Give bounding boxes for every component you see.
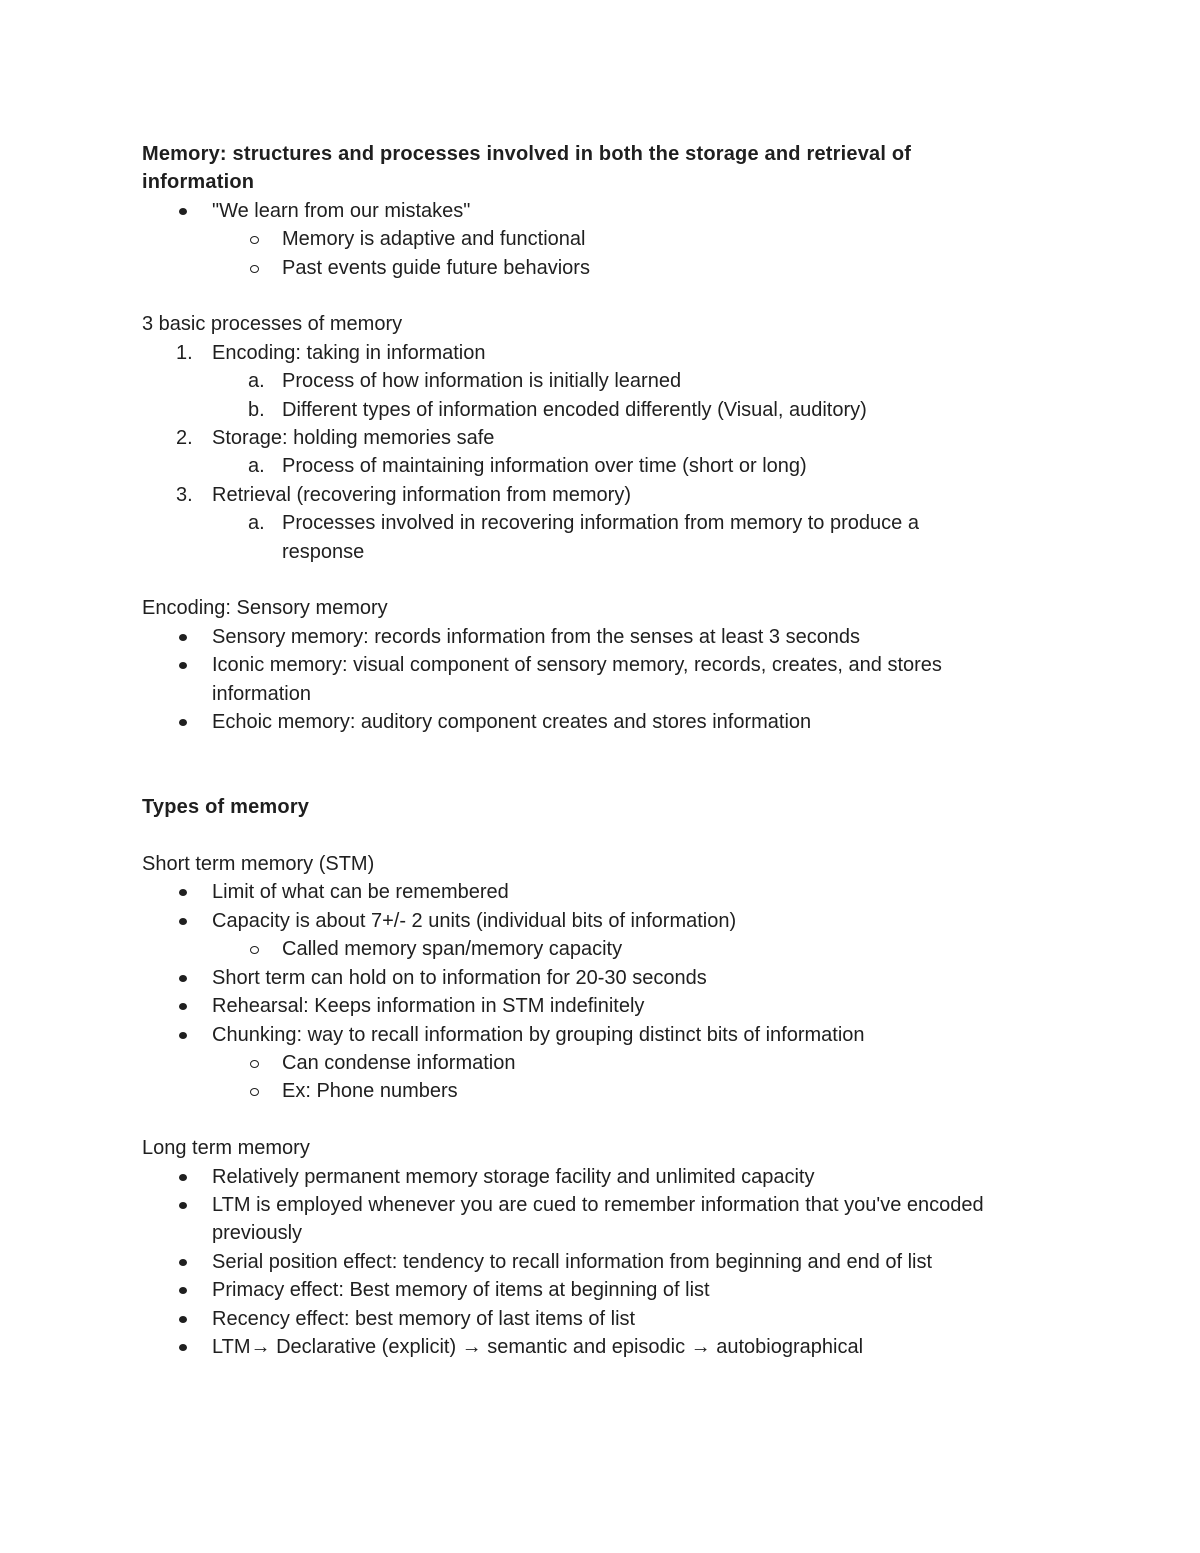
list-item-text: LTM is employed whenever you are cued to remember information that you've encoded previously [212, 1193, 984, 1245]
list-item [142, 1276, 1072, 1304]
types-heading: Types of memory [142, 796, 310, 819]
list-item [142, 225, 1072, 253]
list-item [142, 935, 1072, 963]
list-item [142, 1021, 1072, 1049]
list-item-text: Processes involved in recovering information from memory to produce a response [282, 512, 919, 563]
list-item-text: Echoic memory: auditory component creates and stores information [212, 711, 812, 734]
hollow-bullet-icon [250, 946, 259, 954]
list-item-text: Limit of what can be remembered [212, 881, 509, 904]
bullet-icon [179, 1202, 187, 1209]
hollow-bullet-icon [250, 1088, 259, 1096]
ltm-heading: Long term memory [142, 1137, 310, 1160]
bullet-icon [179, 719, 187, 726]
hollow-bullet-icon [250, 265, 259, 273]
bullet-icon [179, 918, 187, 925]
list-item-text: Different types of information encoded differently (Visual, auditory) [282, 398, 867, 421]
list-letter: b. [248, 398, 265, 421]
list-item-text: Primacy effect: Best memory of items at beginning of list [212, 1279, 710, 1302]
bullet-icon [179, 1259, 187, 1266]
list-item-text: Recency effect: best memory of last items of list [212, 1307, 636, 1330]
list-item [142, 1077, 1072, 1105]
bullet-icon [179, 1287, 187, 1294]
bullet-icon [179, 662, 187, 669]
list-letter: a. [248, 370, 265, 393]
list-item-text: Retrieval (recovering information from memory) [212, 483, 632, 506]
list-item-text: Called memory span/memory capacity [282, 938, 623, 961]
document-page [142, 140, 1072, 1361]
list-item [142, 1248, 1072, 1276]
list-item [142, 1163, 1072, 1191]
list-item-text: Relatively permanent memory storage facility and unlimited capacity [212, 1165, 815, 1188]
list-item [142, 1191, 1062, 1248]
bullet-icon [179, 975, 187, 982]
bullet-icon [179, 889, 187, 896]
list-item-text: Storage: holding memories safe [212, 427, 495, 450]
memory-definition-heading: Memory: structures and processes involved in both the storage and retrieval of [142, 143, 912, 165]
list-item-text: LTM→ Declarative (explicit) → semantic and episodic → autobiographical [212, 1335, 864, 1358]
list-item-text: Can condense information [282, 1051, 516, 1074]
list-item-text: Ex: Phone numbers [282, 1080, 458, 1103]
list-item-text: Serial position effect: tendency to recall information from beginning and end of list [212, 1250, 933, 1273]
list-item [142, 623, 1072, 651]
list-number: 2. [176, 427, 193, 450]
list-letter: a. [248, 512, 265, 535]
bullet-icon [179, 208, 187, 215]
bullet-icon [179, 1032, 187, 1039]
memory-definition-heading-cont: information [142, 171, 255, 194]
numbered-item [142, 339, 1072, 367]
list-item-text: Process of maintaining information over time (short or long) [282, 455, 807, 478]
list-item-text: Encoding: taking in information [212, 341, 486, 364]
bullet-icon [179, 1344, 187, 1351]
list-item [142, 907, 1072, 935]
list-item [142, 878, 1072, 906]
list-item-text: Rehearsal: Keeps information in STM indefinitely [212, 995, 645, 1018]
list-item-text: Iconic memory: visual component of sensory memory, records, creates, and stores information [212, 654, 942, 705]
list-letter: a. [248, 455, 265, 478]
list-item [142, 197, 1072, 225]
list-number: 3. [176, 483, 193, 506]
hollow-bullet-icon [250, 1060, 259, 1068]
lettered-item [142, 509, 982, 566]
list-item [142, 651, 1012, 708]
list-item-text: Short term can hold on to information for 20-30 seconds [212, 966, 707, 989]
list-item-text: Past events guide future behaviors [282, 256, 590, 279]
list-item-text: Process of how information is initially learned [282, 370, 682, 393]
numbered-item [142, 481, 1072, 509]
lettered-item [142, 452, 1072, 480]
lettered-item [142, 367, 1072, 395]
list-item [142, 964, 1072, 992]
numbered-item [142, 424, 1072, 452]
list-item-text: Sensory memory: records information from the senses at least 3 seconds [212, 625, 861, 648]
lettered-item [142, 396, 1072, 424]
hollow-bullet-icon [250, 236, 259, 244]
list-item-text: Capacity is about 7+/- 2 units (individual bits of information) [212, 909, 737, 932]
list-item-text: Chunking: way to recall information by grouping distinct bits of information [212, 1023, 865, 1046]
bullet-icon [179, 1316, 187, 1323]
bullet-icon [179, 634, 187, 641]
list-item [142, 1333, 1072, 1361]
list-item [142, 708, 1072, 736]
sensory-heading: Encoding: Sensory memory [142, 597, 388, 620]
processes-heading: 3 basic processes of memory [142, 313, 403, 336]
list-item-text: Memory is adaptive and functional [282, 228, 586, 251]
list-item [142, 254, 1072, 282]
list-item-text: "We learn from our mistakes" [212, 199, 471, 222]
bullet-icon [179, 1174, 187, 1181]
list-item [142, 1049, 1072, 1077]
bullet-icon [179, 1003, 187, 1010]
stm-heading: Short term memory (STM) [142, 853, 375, 876]
list-item [142, 992, 1072, 1020]
list-number: 1. [176, 341, 193, 364]
list-item [142, 1305, 1072, 1333]
